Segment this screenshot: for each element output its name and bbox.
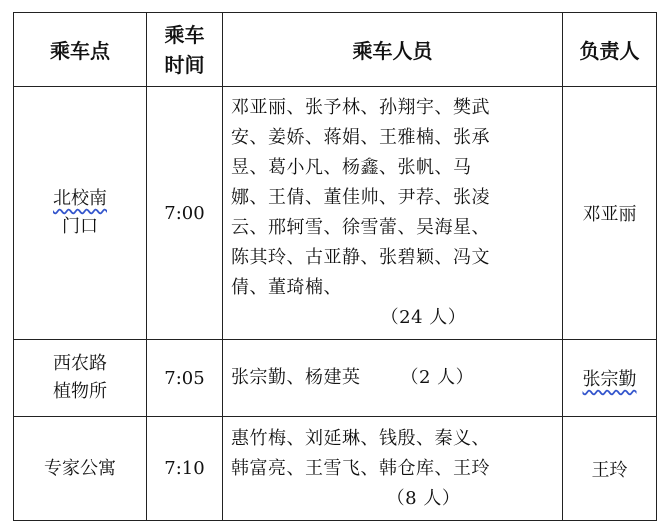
pickup-point-line1: 北校南 [53,188,107,209]
time-cell: 7:10 [147,417,223,521]
passenger-line: 韩富亮、王雪飞、韩仓库、王玲 [231,457,490,479]
table-row [14,340,657,417]
bus-schedule-table [13,12,657,521]
passenger-count: （2 人） [400,367,475,388]
header-leader: 负责人 [563,13,657,87]
passenger-line: 张宗勤、杨建英 [231,367,361,388]
passenger-line: 陈其玲、古亚静、张碧颖、冯文 [231,247,490,268]
header-people: 乘车人员 [223,13,563,87]
pickup-point-cell: 专家公寓 [14,417,147,521]
header-time: 乘车 时间 [147,13,223,87]
pickup-point-cell [14,87,147,340]
passengers-cell [223,417,563,521]
passenger-line: 娜、王倩、董佳帅、尹荐、张凌 [231,187,490,208]
passengers-cell [223,340,563,417]
passenger-count: （8 人） [386,487,461,509]
passenger-line: 邓亚丽、张予林、孙翔宇、樊武 [231,97,490,118]
leader-cell [563,340,657,417]
leader-cell: 王玲 [563,417,657,521]
passenger-line: 惠竹梅、刘延琳、钱殷、秦义、 [231,427,490,449]
leader-name: 张宗勤 [582,369,637,390]
passenger-count: （24 人） [380,307,467,328]
header-point: 乘车点 [14,13,147,87]
time-cell: 7:00 [147,87,223,340]
header-row [14,13,657,87]
passenger-line: 安、姜娇、蒋娟、王雅楠、张承 [231,127,490,148]
time-cell: 7:05 [147,340,223,417]
pickup-point-line1: 西农路 [53,353,107,374]
leader-cell: 邓亚丽 [563,87,657,340]
pickup-point-line2: 植物所 [53,381,107,402]
passenger-line: 倩、董琦楠、 [231,277,342,298]
table-row [14,87,657,340]
pickup-point-cell [14,340,147,417]
table-row [14,417,657,521]
passenger-line: 云、邢轲雪、徐雪蕾、吴海星、 [231,217,490,238]
pickup-point-line2: 门口 [62,216,98,237]
passenger-line: 昱、葛小凡、杨鑫、张帆、马 [231,157,472,178]
passengers-cell [223,87,563,340]
